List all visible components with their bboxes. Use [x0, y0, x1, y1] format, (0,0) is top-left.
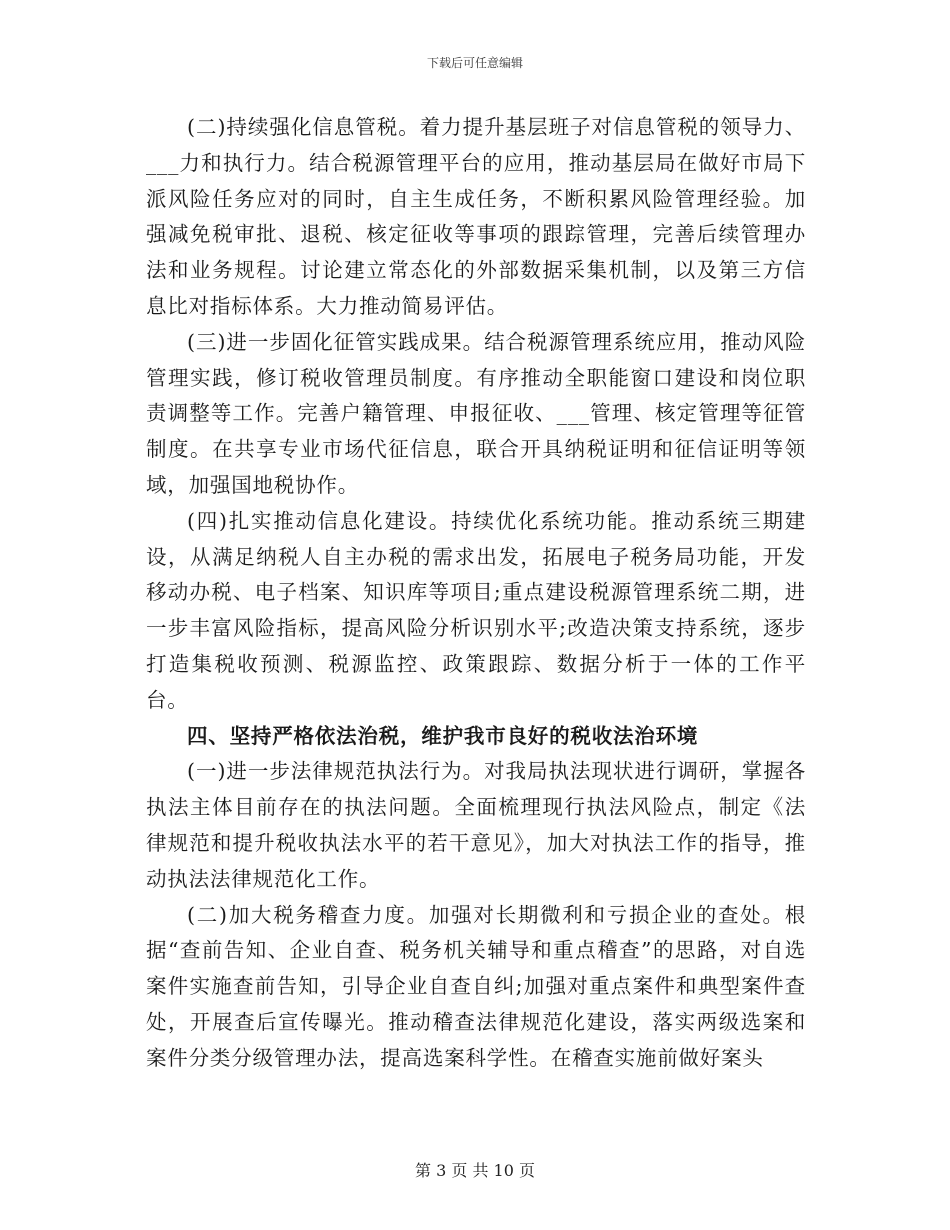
header-note: 下载后可任意编辑: [426, 56, 523, 70]
document-body: [146, 110, 806, 1077]
paragraph-info-tax-management: (二)持续强化信息管税。着力提升基层班子对信息管税的领导力、___力和执行力。结合税源管理平台的应用，推动基层局在做好市局下派风险任务应对的同时，自主生成任务，不断积累风险管理经验。加强减免税审批、退税、核定征收等事项的跟踪管理，完善后续管理办法和业务规程。讨论建立常态化的外部数据采集机制，以及第三方信息比对指标体系。大力推动简易评估。: [146, 115, 806, 318]
paragraph-tax-inspection: (二)加大税务稽查力度。加强对长期微利和亏损企业的查处。根据“查前告知、企业自查、税务机关辅导和重点稽查”的思路，对自选案件实施查前告知，引导企业自查自纠;加强对重点案件和典型案件查处，开展查后宣传曝光。推动稽查法律规范化建设，落实两级选案和案件分类分级管理办法，提高选案科学性。在稽查实施前做好案头: [146, 902, 806, 1070]
section-heading-rule-of-law: 四、坚持严格依法治税，维护我市良好的税收法治环境: [187, 723, 699, 748]
paragraph-informatization: (四)扎实推动信息化建设。持续优化系统功能。推动系统三期建设，从满足纳税人自主办税的需求出发，拓展电子税务局功能，开发移动办税、电子档案、知识库等项目;重点建设税源管理系统二期，进一步丰富风险指标，提高风险分析识别水平;改造决策支持系统，逐步打造集税收预测、税源监控、政策跟踪、数据分析于一体的工作平台。: [146, 508, 806, 712]
page-number: 第 3 页 共 10 页: [415, 1161, 535, 1180]
paragraph-law-enforcement: (一)进一步法律规范执法行为。对我局执法现状进行调研，掌握各执法主体目前存在的执法问题。全面梳理现行执法风险点，制定《法律规范和提升税收执法水平的若干意见》，加大对执法工作的指导，推动执法法律规范化工作。: [146, 759, 806, 891]
paragraph-collection-practice: (三)进一步固化征管实践成果。结合税源管理系统应用，推动风险管理实践，修订税收管理员制度。有序推动全职能窗口建设和岗位职责调整等工作。完善户籍管理、申报征收、___管理、核定管理等征管制度。在共享专业市场代征信息，联合开具纳税证明和征信证明等领域，加强国地税协作。: [146, 329, 806, 497]
